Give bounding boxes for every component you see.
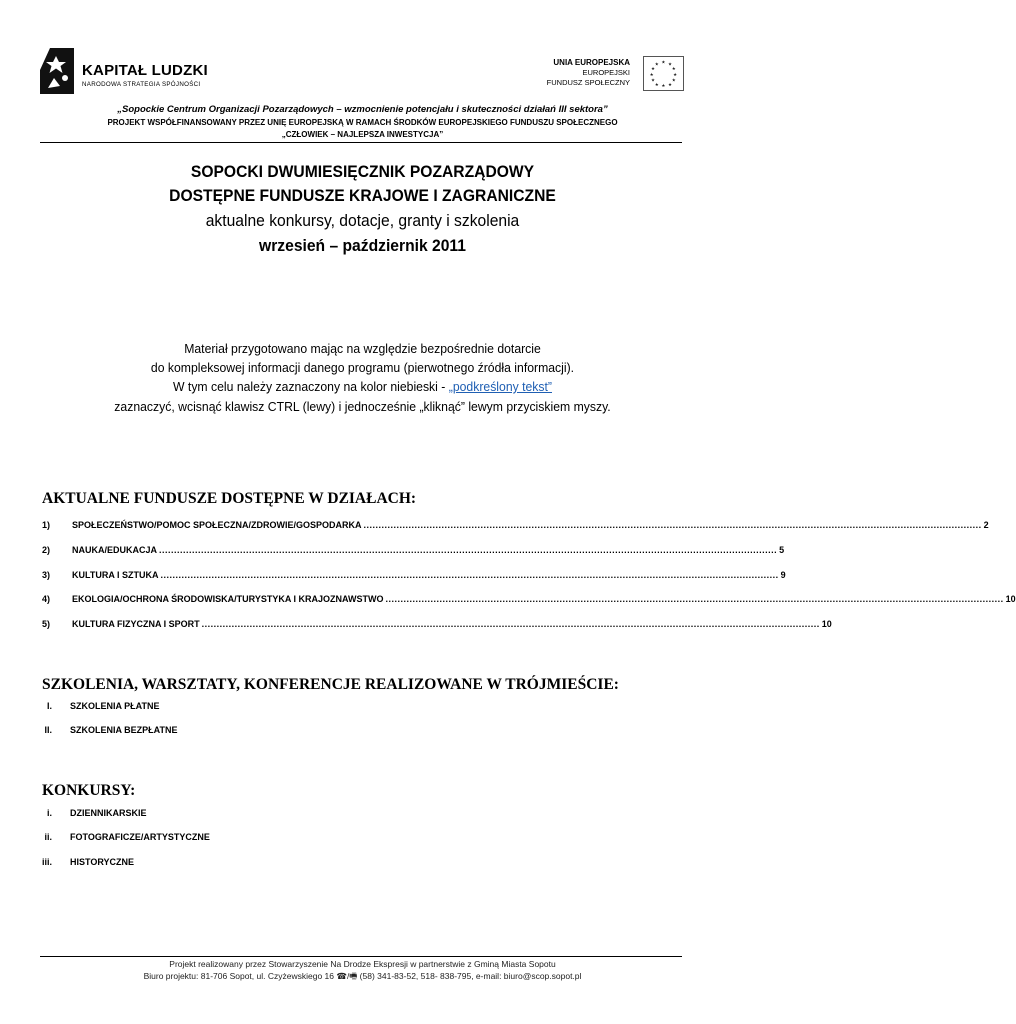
project-title: „Sopockie Centrum Organizacji Pozarządowych – wzmocnienie potencjału i skuteczności działań III sektora” (117, 104, 608, 115)
toc-number: 5) (42, 619, 51, 629)
toc-number: 1) (42, 520, 51, 530)
doc-title-line2: DOSTĘPNE FUNDUSZE KRAJOWE I ZAGRANICZNE (169, 186, 556, 205)
toc-leader: .............................................................................................................................................................................................................. (201, 619, 820, 629)
svg-text:★: ★ (661, 59, 666, 65)
note-line1: Materiał przygotowano mając na względzie bezpośrednie dotarcie (184, 341, 541, 356)
svg-text:★: ★ (667, 81, 673, 87)
list-number: I. (46, 701, 52, 711)
footer-divider (40, 956, 682, 957)
toc-entry-1[interactable] (42, 520, 989, 534)
svg-text:★: ★ (671, 66, 676, 72)
section-funds-heading: AKTUALNE FUNDUSZE DOSTĘPNE W DZIAŁACH: (42, 490, 417, 507)
list-number: i. (46, 808, 52, 818)
note-line4: zaznaczyć, wcisnąć klawisz CTRL (lewy) i jednocześnie „kliknąć” lewym przyciskiem myszy. (114, 399, 611, 414)
svg-text:★: ★ (673, 71, 678, 77)
svg-text:★: ★ (661, 83, 666, 89)
section-trainings-heading: SZKOLENIA, WARSZTATY, KONFERENCJE REALIZOWANE W TRÓJMIEŚCIE: (42, 676, 619, 693)
toc-label: NAUKA/EDUKACJA (72, 545, 158, 555)
contest-item-1[interactable] (22, 808, 322, 822)
toc-entry-5[interactable] (42, 619, 832, 633)
footer-line1: Projekt realizowany przez Stowarzyszenie Na Drodze Ekspresji w partnerstwie z Gminą Miasta Sopotu (169, 959, 556, 969)
example-link[interactable]: „podkreślony tekst” (448, 379, 552, 394)
toc-label: KULTURA I SZTUKA (72, 570, 159, 580)
svg-text:★: ★ (649, 71, 654, 77)
toc-number: 3) (42, 570, 51, 580)
training-item-1[interactable] (22, 701, 322, 715)
contest-item-3[interactable] (22, 857, 322, 871)
list-label: SZKOLENIA PŁATNE (70, 701, 160, 711)
doc-title-line1: SOPOCKI DWUMIESIĘCZNIK POZARZĄDOWY (190, 162, 535, 181)
training-item-2[interactable] (22, 725, 322, 739)
eu-line3: FUNDUSZ SPOŁECZNY (546, 78, 630, 87)
section-contests-heading: KONKURSY: (42, 782, 136, 799)
contest-item-2[interactable] (22, 832, 322, 846)
svg-text:★: ★ (654, 61, 660, 67)
list-label: FOTOGRAFICZE/ARTYSTYCZNE (70, 832, 210, 842)
list-label: HISTORYCZNE (70, 857, 135, 867)
note-line2: do kompleksowej informacji danego programu (pierwotnego źródła informacji). (150, 360, 575, 375)
list-number: ii. (44, 832, 52, 842)
list-number: II. (44, 725, 52, 735)
note-line3-prefix: W tym celu należy zaznaczony na kolor niebieski - (173, 379, 449, 394)
toc-leader: .............................................................................................................................................................................................................. (159, 545, 778, 555)
toc-number: 4) (42, 594, 51, 604)
toc-leader: .............................................................................................................................................................................................................. (363, 520, 982, 530)
doc-subtitle: aktualne konkursy, dotacje, granty i szkolenia (205, 211, 520, 230)
toc-page: 9 (780, 570, 786, 580)
eu-line1: UNIA EUROPEJSKA (553, 58, 630, 67)
toc-entry-3[interactable] (42, 570, 786, 584)
header-divider (40, 142, 682, 143)
toc-entry-2[interactable] (42, 545, 785, 559)
kapital-ludzki-mark-icon (40, 48, 74, 94)
toc-page: 10 (1005, 594, 1016, 604)
toc-leader: .............................................................................................................................................................................................................. (385, 594, 1004, 604)
doc-period: wrzesień – październik 2011 (259, 236, 466, 255)
toc-leader: .............................................................................................................................................................................................................. (160, 570, 779, 580)
svg-text:★: ★ (654, 81, 660, 87)
eu-flag-icon (643, 56, 684, 91)
svg-text:★: ★ (651, 77, 656, 83)
svg-text:★: ★ (651, 66, 656, 72)
footer-line2: Biuro projektu: 81-706 Sopot, ul. Czyżewskiego 16 ☎/🖷 (58) 341-83-52, 518- 838-795, e-mail: biuro@scop.sopot.pl (143, 971, 582, 981)
toc-page: 10 (821, 619, 832, 629)
project-slogan: „CZŁOWIEK – NAJLEPSZA INWESTYCJA” (281, 130, 444, 139)
toc-label: EKOLOGIA/OCHRONA ŚRODOWISKA/TURYSTYKA I KRAJOZNAWSTWO (72, 594, 384, 604)
toc-page: 5 (779, 545, 785, 555)
kl-subtitle: NARODOWA STRATEGIA SPÓJNOŚCI (82, 81, 201, 88)
list-number: iii. (41, 857, 52, 867)
note-line3 (22, 379, 704, 394)
project-cofinance: PROJEKT WSPÓŁFINANSOWANY PRZEZ UNIĘ EUROPEJSKĄ W RAMACH ŚRODKÓW EUROPEJSKIEGO FUNDUSZU SPOŁECZNEGO (107, 118, 618, 127)
list-label: SZKOLENIA BEZPŁATNE (70, 725, 178, 735)
toc-label: SPOŁECZEŃSTWO/POMOC SPOŁECZNA/ZDROWIE/GOSPODARKA (72, 520, 362, 530)
toc-number: 2) (42, 545, 51, 555)
kapital-ludzki-logo (40, 48, 230, 98)
toc-page: 2 (983, 520, 989, 530)
kl-title: KAPITAŁ LUDZKI (82, 62, 208, 79)
eu-line2: EUROPEJSKI (582, 68, 630, 77)
eu-label (547, 58, 630, 88)
svg-text:★: ★ (667, 61, 673, 67)
toc-label: KULTURA FIZYCZNA I SPORT (72, 619, 200, 629)
toc-entry-4[interactable] (42, 594, 1016, 608)
svg-text:★: ★ (671, 77, 676, 83)
list-label: DZIENNIKARSKIE (70, 808, 147, 818)
